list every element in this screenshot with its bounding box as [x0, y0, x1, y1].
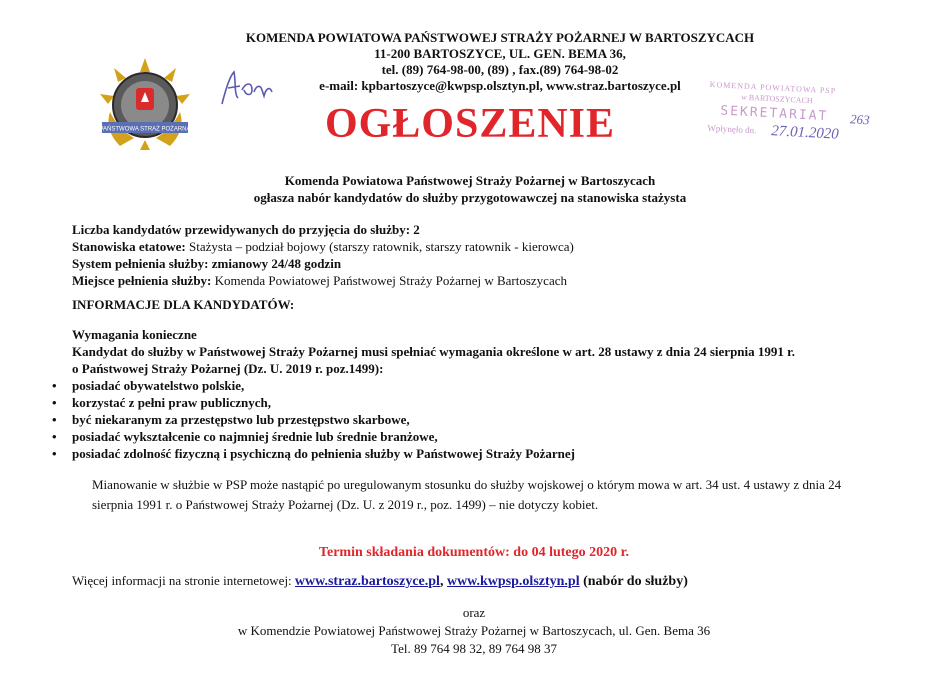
info-value: Stażysta – podział bojowy (starszy ratownik, starszy ratownik - kierowca): [189, 239, 574, 254]
list-item: [52, 377, 575, 394]
page-title: OGŁOSZENIE: [324, 101, 616, 147]
footer-line-2: w Komendzie Powiatowej Państwowej Straży Pożarnej w Bartoszycach, ul. Gen. Bema 36: [237, 623, 711, 638]
stamp-line-2: w BARTOSZYCACH: [740, 92, 813, 106]
deadline-text: Termin składania dokumentów: do 04 lutego 2020 r.: [318, 545, 630, 560]
bullet-icon: •: [52, 412, 57, 427]
header-line-2: 11-200 BARTOSZYCE, UL. GEN. BEMA 36,: [374, 46, 626, 61]
stamp-line-3: SEKRETARIAT: [719, 103, 829, 125]
info-line: [72, 272, 567, 289]
header-line-4: e-mail: kpbartoszyce@kwpsp.olsztyn.pl, www.straz.bartoszyce.pl: [319, 78, 681, 93]
footer-line-1: oraz: [462, 605, 486, 620]
list-item-text: korzystać z pełni praw publicznych,: [72, 395, 271, 410]
more-info-prefix: Więcej informacji na stronie internetowej:: [72, 573, 295, 588]
link-kwpsp-olsztyn[interactable]: www.kwpsp.olsztyn.pl: [446, 574, 580, 589]
info-value: Komenda Powiatowej Państwowej Straży Pożarnej w Bartoszycach: [214, 273, 567, 288]
subtitle-line-2: ogłasza nabór kandydatów do służby przygotowawczej na stanowiska stażysta: [253, 190, 687, 205]
stamp-line-1: KOMENDA POWIATOWA PSP: [709, 79, 837, 96]
logo-banner-text: PAŃSTWOWA STRAŻ POŻARNA: [99, 126, 191, 133]
list-item-text: posiadać obywatelstwo polskie,: [72, 378, 245, 393]
stamp-number: 263: [849, 111, 870, 128]
header-line-1: KOMENDA POWIATOWA PAŃSTWOWEJ STRAŻY POŻARNEJ W BARTOSZYCACH: [245, 30, 755, 45]
registry-stamp: [698, 79, 876, 158]
more-info-suffix: (nabór do służby): [579, 574, 688, 589]
info-label: Liczba kandydatów przewidywanych do przyjęcia do służby: 2: [72, 222, 420, 237]
bullet-icon: •: [52, 429, 57, 444]
info-label: Stanowiska etatowe:: [72, 239, 189, 254]
info-label: System pełnienia służby: zmianowy 24/48 godzin: [72, 256, 342, 271]
requirements-block: [72, 326, 892, 377]
bullet-icon: •: [52, 446, 57, 461]
handwritten-initials: [218, 68, 274, 108]
list-item-text: posiadać zdolność fizyczną i psychiczną do pełnienia służby w Państwowej Straży Pożarnej: [72, 446, 576, 461]
list-item: [52, 445, 575, 462]
info-line: [72, 221, 420, 238]
list-item: [52, 411, 575, 428]
military-service-note: Mianowanie w służbie w PSP może nastąpić po uregulowanym stosunku do służby wojskowej o którym mowa w art. 34 ust. 4 ustawy z dnia 24 sierpnia 1991 r. o Państwowej Straży Pożarnej (Dz. U. z 2019 r., poz. 1499) – nie dotyczy kobiet.: [92, 477, 842, 512]
more-info-line: [72, 573, 688, 590]
list-item: [52, 394, 575, 411]
stamp-line-4: Wpłynęło dn.: [707, 122, 757, 136]
subtitle-line-1: Komenda Powiatowa Państwowej Straży Pożarnej w Bartoszycach: [284, 173, 656, 188]
footer-line-3: Tel. 89 764 98 32, 89 764 98 37: [391, 641, 557, 656]
link-straz-bartoszyce[interactable]: www.straz.bartoszyce.pl: [294, 574, 440, 589]
section-heading: INFORMACJE DLA KANDYDATÓW:: [72, 297, 295, 312]
header-line-3: tel. (89) 764-98-00, (89) , fax.(89) 764-98-02: [381, 62, 619, 77]
bullet-icon: •: [52, 395, 57, 410]
list-item-text: być niekaranym za przestępstwo lub przestępstwo skarbowe,: [72, 412, 410, 427]
bullet-icon: •: [52, 378, 57, 393]
list-item: [52, 428, 575, 445]
requirements-intro-1: Kandydat do służby w Państwowej Straży Pożarnej musi spełniać wymagania określone w art. 28 ustawy z dnia 24 sierpnia 1991 r.: [72, 344, 795, 359]
stamp-date: 27.01.2020: [770, 123, 840, 143]
requirements-list: [52, 377, 575, 462]
info-label: Miejsce pełnienia służby:: [72, 273, 215, 288]
requirements-intro-2: o Państwowej Straży Pożarnej (Dz. U. 2019 r. poz.1499):: [72, 361, 384, 376]
info-line: [72, 238, 574, 255]
info-line: [72, 255, 341, 272]
more-info-separator: ,: [439, 574, 447, 589]
psp-logo: [90, 50, 200, 155]
requirements-heading: Wymagania konieczne: [72, 327, 197, 342]
list-item-text: posiadać wykształcenie co najmniej średnie lub średnie branżowe,: [72, 429, 438, 444]
